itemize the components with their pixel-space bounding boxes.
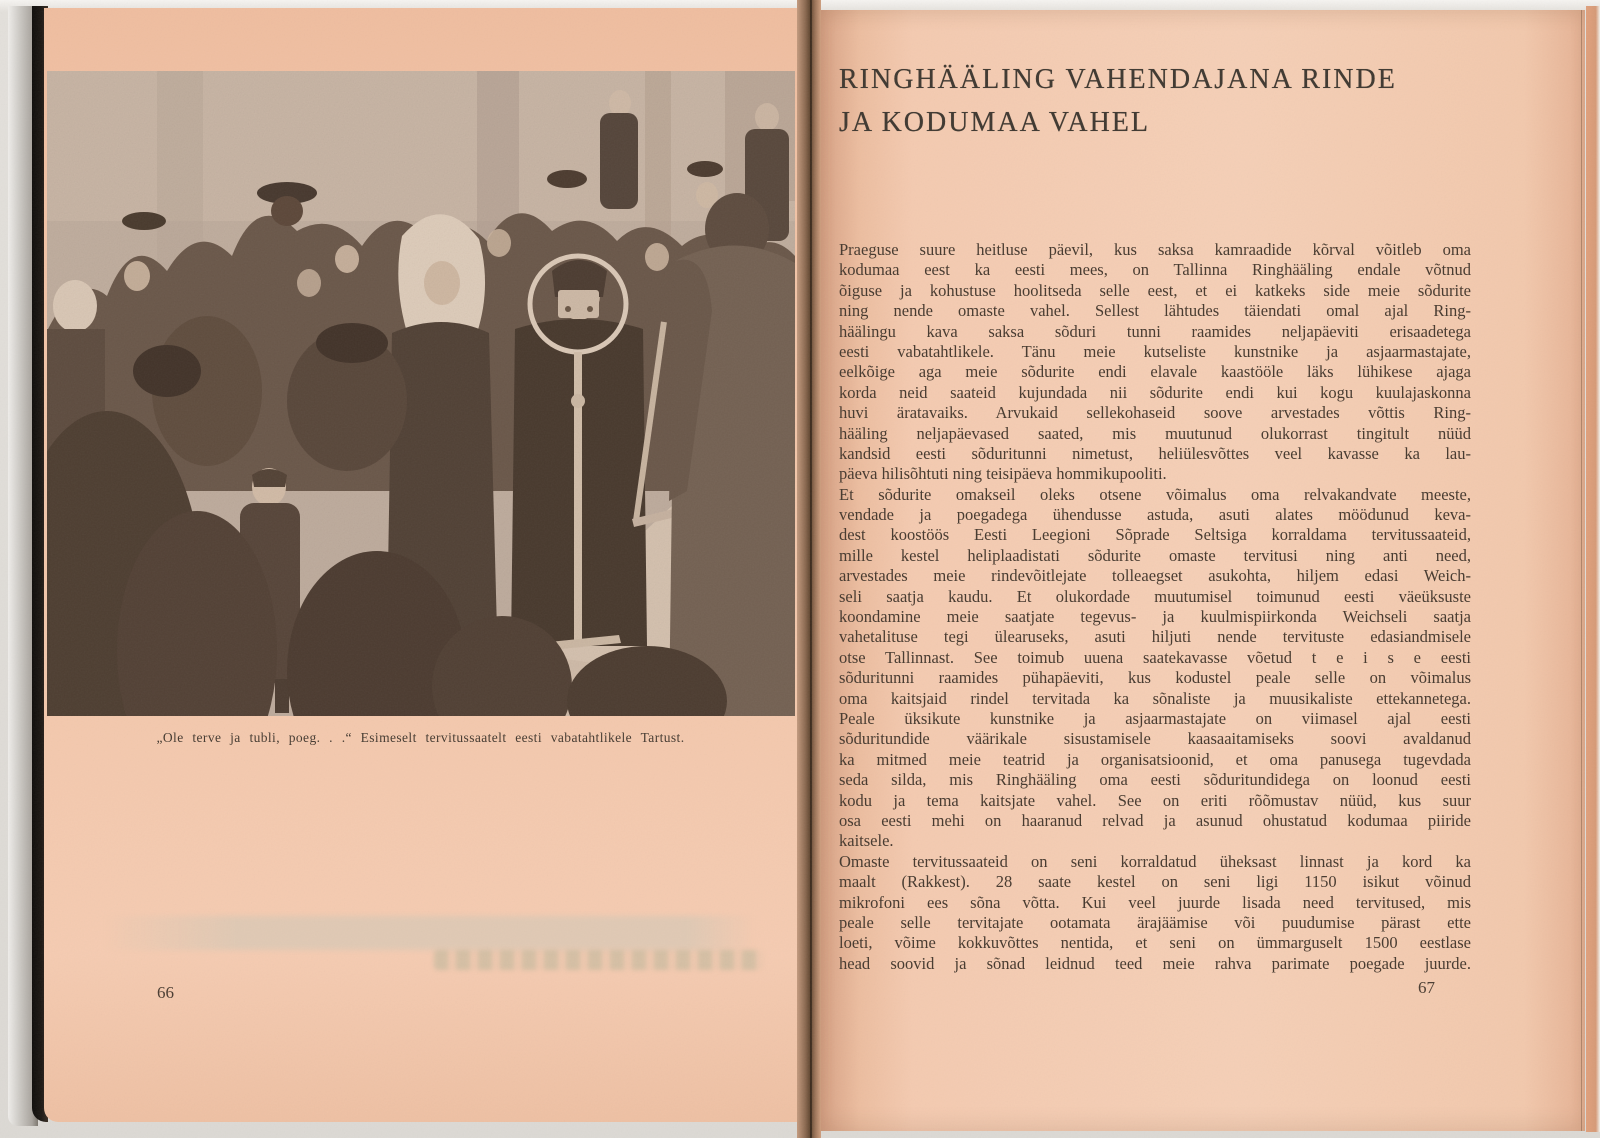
photo-caption: „Ole terve ja tubli, poeg. . .“ Esimeselt tervitussaatelt eesti vabatahtlikele Tartust. [156, 730, 685, 745]
right-page [821, 10, 1585, 1131]
page-edge-line [1581, 10, 1582, 1131]
book-gutter [797, 0, 821, 1138]
chapter-title [839, 58, 1479, 144]
crowd-photo-illustration [47, 71, 795, 716]
body-line: päeva hilisõhtuti ning teisipäeva hommikupooliti. [839, 464, 1167, 484]
body-line: vahetalituse tegi ülearuseks, asuti hiljuti nende tervituste edasiandmisele [839, 627, 1471, 647]
body-line: Praeguse suure heitluse päevil, kus saksa kamraadide kõrval võitleb oma [839, 240, 1471, 259]
body-line: osa eesti mehi on haaranud relvad ja asunud ohustatud kodumaa piiride [839, 810, 1471, 830]
body-line: Peale üksikute kunstnike ja asjaarmastajate on viimasel ajal eesti [839, 708, 1471, 728]
body-line: seli saatja kaudu. Et olukordade muutumisel toimunud eesti väeüksuste [839, 586, 1471, 606]
body-line: huvi äratavaiks. Arvukaid sellekohaseid soove arvestades võttis Ring- [839, 403, 1471, 423]
body-line: kaitsele. [839, 831, 894, 851]
body-line: koondamine meie saatjate tegevus- ja kuulmispiirkonda Weichseli saatja [839, 607, 1471, 627]
body-line: sõduritundide väärikale sisustamisele kaasaaitamiseks soovi avaldanud [839, 729, 1471, 749]
body-line: häälingu kava saksa sõduri tunni raamides neljapäeviti erisaadetega [839, 321, 1471, 341]
chapter-title-line-2: JA KODUMAA VAHEL [839, 107, 1151, 138]
crowd-photograph [47, 71, 795, 716]
body-text [839, 240, 1471, 974]
page-number-left: 66 [157, 983, 174, 1002]
body-line: ka mitmed meie teatrid ja organisatsioonid, et oma panusega tugevdada [839, 749, 1471, 769]
body-line: dest koostöös Eesti Leegioni Sõprade Seltsiga korraldama tervitussaateid, [839, 525, 1471, 545]
page-show-through [104, 916, 754, 950]
body-line: Et sõdurite omakseil oleks otsene võimalus oma relvakandvate meeste, [839, 484, 1471, 504]
body-line: mille kestel heliplaadistati sõdurite omaste tervitusi ning anti need, [839, 545, 1471, 565]
chapter-title-line-1: RINGHÄÄLING VAHENDAJANA RINDE [839, 64, 1397, 95]
body-line: kandsid eesti sõduritunni nimetust, heliülesvõttes veel kavasse ka lau- [839, 443, 1471, 463]
body-line: peale selle tervitajate ootamata ärajäämise või puudumise pärast ette [839, 912, 1471, 932]
left-page [44, 8, 797, 1122]
body-line: õiguse ja kohustuse hoolitseda selle eest, et ei katkeks side meie sõdurite [839, 280, 1471, 300]
body-line: eelkõige aga meie sõdurite endi elavale kaastööle läks lühikese ajaga [839, 362, 1471, 382]
body-line: oma kaitsjaid rindel tervitada ka sõnaliste ja muusikaliste ettekannetega. [839, 688, 1471, 708]
body-line: sõduritunni raamides pühapäeviti, kus kodustel peale selle on võimalus [839, 668, 1471, 688]
body-line: arvestades meie rindevõitlejate tolleaegset asukohta, hiljem edasi Weich- [839, 566, 1471, 586]
body-line: vendade ja poegadega ühendusse astuda, asuti alates möödunud keva- [839, 505, 1471, 525]
page-show-through-text [434, 950, 764, 970]
body-line: hääling neljapäevased saated, mis muutunud olukorrast tingitult nüüd [839, 423, 1471, 443]
body-line: seda silda, mis Ringhääling oma eesti sõduritundidega on loonud eesti [839, 770, 1471, 790]
body-line: kodu ja tema kaitsjate vahel. See on eriti rõõmustav nüüd, kus suur [839, 790, 1471, 810]
body-line: Omaste tervitussaateid on seni korraldatud üheksast linnast ja kord ka [839, 851, 1471, 871]
body-line: head soovid ja sõnad leidnud teed meie rahva parimate poegade juurde. [839, 953, 1471, 973]
page-number-right: 67 [1418, 978, 1435, 997]
body-line: eesti vabatahtlikele. Tänu meie kutseliste kunstnike ja asjaarmastajate, [839, 341, 1471, 361]
body-line: korda neid saateid kujundada nii sõdurite endi kui kogu kuulajaskonna [839, 382, 1471, 402]
body-line: loeti, võime kokkuvõttes nentida, et seni on ümmarguselt 1500 eestlase [839, 933, 1471, 953]
body-line: mikrofoni ees sõna võtta. Kui veel juurde lisada need tervitused, mis [839, 892, 1471, 912]
body-line: ning nende omaste vahel. Sellest lähtudes täiendati omal ajal Ring- [839, 301, 1471, 321]
body-line: maalt (Rakkest). 28 saate kestel on seni ligi 1150 isikut võinud [839, 872, 1471, 892]
gutter-fold-line [810, 0, 812, 1138]
underlying-page-edge [1586, 6, 1600, 1132]
body-line: kodumaa eest ka eesti mees, on Tallinna Ringhääling endale võtnud [839, 260, 1471, 280]
body-line: otse Tallinnast. See toimub uuena saatekavasse võetud t e i s e eesti [839, 647, 1471, 667]
